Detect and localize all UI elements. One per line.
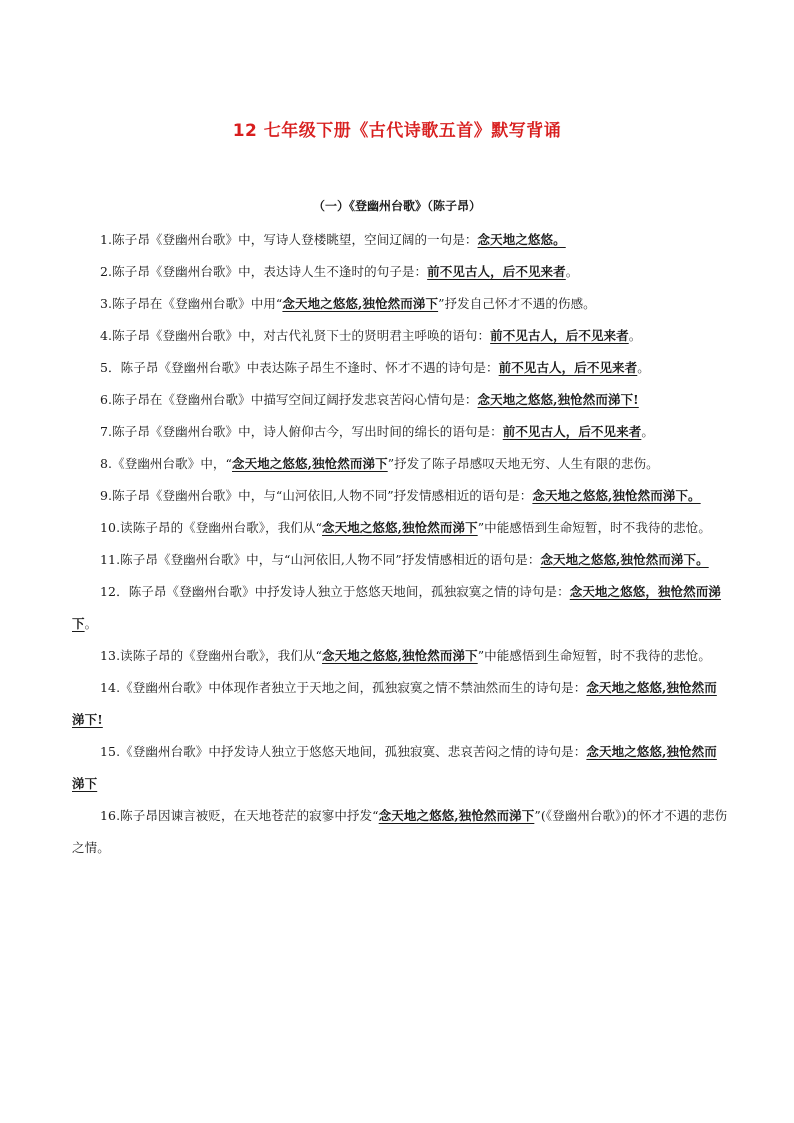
question-item xyxy=(72,640,728,672)
answer-text: 念天地之悠悠,独怆然而涕下 xyxy=(378,808,535,823)
question-text-tail: 。 xyxy=(637,360,650,375)
question-text: 14.《登幽州台歌》中体现作者独立于天地之间，孤独寂寞之情不禁油然而生的诗句是： xyxy=(100,680,587,695)
question-text: 3.陈子昂在《登幽州台歌》中用“ xyxy=(100,296,283,311)
question-text: 2.陈子昂《登幽州台歌》中，表达诗人生不逢时的句子是： xyxy=(100,264,428,279)
question-item xyxy=(72,288,728,320)
question-text-tail: 。 xyxy=(628,328,642,343)
question-text-tail: 。 xyxy=(84,616,98,631)
answer-text: 念天地之悠悠,独怆然而涕下 xyxy=(72,744,717,791)
question-text: 10.读陈子昂的《登幽州台歌》，我们从“ xyxy=(100,520,323,535)
question-text-tail: ”抒发了陈子昂感叹天地无穷、人生有限的悲伤。 xyxy=(387,456,659,471)
question-item xyxy=(72,320,728,352)
question-text: 13.读陈子昂的《登幽州台歌》，我们从“ xyxy=(100,648,323,663)
question-item xyxy=(72,448,728,480)
question-text-tail: ”抒发自己怀才不遇的伤感。 xyxy=(438,296,596,311)
question-text: 5．陈子昂《登幽州台歌》中表达陈子昂生不逢时、怀才不遇的诗句是： xyxy=(100,360,499,375)
question-text: 7.陈子昂《登幽州台歌》中，诗人俯仰古今，写出时间的绵长的语句是： xyxy=(100,424,503,439)
question-text: 4.陈子昂《登幽州台歌》中，对古代礼贤下士的贤明君主呼唤的语句： xyxy=(100,328,491,343)
answer-text: 前不见古人，后不见来者 xyxy=(498,360,638,375)
answer-text: 念天地之悠悠,独怆然而涕下 xyxy=(322,648,478,663)
question-text: 9.陈子昂《登幽州台歌》中，与“山河依旧,人物不同”抒发情感相近的语句是： xyxy=(100,488,533,503)
question-list xyxy=(72,224,728,864)
answer-text: 念天地之悠悠,独怆然而涕下 xyxy=(282,296,439,311)
answer-text: 前不见古人，后不见来者 xyxy=(490,328,629,343)
question-item xyxy=(72,416,728,448)
answer-text: 念天地之悠悠,独怆然而涕下! xyxy=(72,680,717,727)
question-text: 12．陈子昂《登幽州台歌》中抒发诗人独立于悠悠天地间，孤独寂寞之情的诗句是： xyxy=(100,584,570,599)
question-item xyxy=(72,800,728,864)
question-item xyxy=(72,384,728,416)
answer-text: 前不见古人，后不见来者 xyxy=(427,264,566,279)
question-text-tail: 。 xyxy=(641,424,654,439)
page-title: 12 七年级下册《古代诗歌五首》默写背诵 xyxy=(232,121,562,141)
question-item xyxy=(72,352,728,384)
question-item xyxy=(72,736,728,800)
answer-text: 念天地之悠悠,独怆然而涕下。 xyxy=(540,552,709,567)
question-text: 8.《登幽州台歌》中，“ xyxy=(100,456,233,471)
question-item xyxy=(72,672,728,736)
question-item xyxy=(72,576,728,640)
answer-text: 念天地之悠悠,独怆然而涕下 xyxy=(232,456,388,471)
question-item xyxy=(72,224,728,256)
answer-text: 念天地之悠悠,独怆然而涕下 xyxy=(322,520,478,535)
question-text: 11.陈子昂《登幽州台歌》中，与“山河依旧,人物不同”抒发情感相近的语句是： xyxy=(100,552,541,567)
answer-text: 念天地之悠悠,独怆然而涕下! xyxy=(477,392,639,407)
section-heading: （一）《登幽州台歌》（陈子昂） xyxy=(312,199,481,213)
question-text-tail: ”(《登幽州台歌》)的怀才不遇的悲伤之情。 xyxy=(72,808,728,855)
question-text: 15.《登幽州台歌》中抒发诗人独立于悠悠天地间，孤独寂寞、悲哀苦闷之情的诗句是： xyxy=(100,744,587,759)
question-item xyxy=(72,512,728,544)
answer-text: 念天地之悠悠,独怆然而涕下。 xyxy=(532,488,701,503)
question-item xyxy=(72,256,728,288)
question-text: 6.陈子昂在《登幽州台歌》中描写空间辽阔抒发悲哀苦闷心情句是： xyxy=(100,392,478,407)
answer-text: 念天地之悠悠，独怆然而涕下 xyxy=(72,584,721,631)
question-item xyxy=(72,480,728,512)
answer-text: 前不见古人，后不见来者 xyxy=(502,424,642,439)
answer-text: 念天地之悠悠。 xyxy=(477,232,566,247)
question-item xyxy=(72,544,728,576)
question-text: 16.陈子昂因谏言被贬，在天地苍茫的寂寥中抒发“ xyxy=(100,808,379,823)
question-text: 1.陈子昂《登幽州台歌》中，写诗人登楼眺望，空间辽阔的一句是： xyxy=(100,232,478,247)
question-text-tail: ”中能感悟到生命短暂，时不我待的悲怆。 xyxy=(477,520,711,535)
question-text-tail: 。 xyxy=(565,264,579,279)
question-text-tail: ”中能感悟到生命短暂，时不我待的悲怆。 xyxy=(477,648,711,663)
